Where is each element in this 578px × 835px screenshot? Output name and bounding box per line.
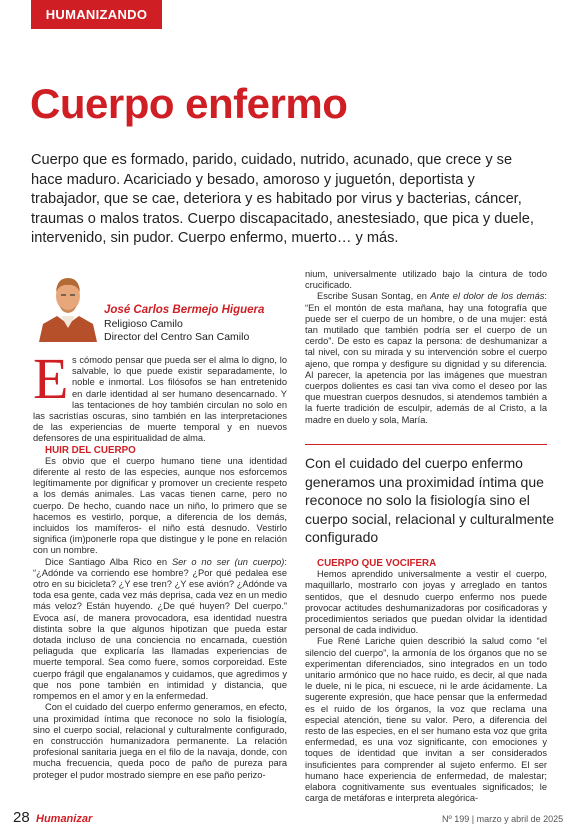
left-column (33, 346, 287, 815)
drop-cap: E (33, 346, 69, 411)
issue-info: Nº 199 | marzo y abril de 2025 (442, 814, 564, 824)
pull-quote: Con el cuidado del cuerpo enfermo generamos una proximidad íntima que reconoce no solo la fisiología sino el cuerpo social, relacional y culturalmente configurado (305, 455, 555, 545)
body-paragraph: Hemos aprendido universalmente a vestir el cuerpo, maquillarlo, mostrarlo con joyas y arreglado en tantos sentidos, que el desnudo cuerpo enfermo nos puede provocar actitudes deshumanizadoras por cosificadoras y procedimientos seriados que puedan olvidar la identidad personal de cada individuo. (305, 569, 547, 636)
pull-quote-rule (305, 444, 547, 445)
right-column-top (305, 269, 547, 426)
intro-paragraph: Es cómodo pensar que pueda ser el alma lo digno, lo salvable, lo que puede existir separadamente, lo noble e inmortal. Los filósofos se han entretenido en darle identidad al ser humano desencarnado. Y las tentaciones de hoy también circulan no solo en las sacristías oscuras, sino también en las interpretaciones de las experiencias de muerte temporal y en nuevos defensores de una espiritualidad de alma. (33, 346, 287, 444)
body-paragraph: Dice Santiago Alba Rico en Ser o no ser (un cuerpo): “¿Adónde va corriendo ese hombre? ¿Por qué pedalea ese otro en su bicicleta? ¿Y ese tren? ¿Y ese avión? ¿Adónde va toda esa gente, cada vez más deprisa, cada vez en un medio más veloz? Están huyendo. ¿De qué huyen? Del cuerpo.” Evoca así, de manera provocadora, esa identidad nuestra distinta sobre la que algunos hipotizan que pueda estar dotada incluso de una conciencia no encarnada, cuestión peliaguda que explicaría las llamadas experiencias de muerte temporal. Sea como fuere, somos corporeidad. Este cuerpo frágil que engalanamos y cuidamos, que agredimos y que nos pone también en intimidad y distancia, que rompemos en el amor y en la enfermedad. (33, 556, 287, 702)
author-name: José Carlos Bermejo Higuera (104, 304, 265, 316)
body-paragraph: nium, universalmente utilizado bajo la cintura de todo crucificado. (305, 269, 547, 291)
right-column-bottom (305, 558, 547, 804)
body-paragraph: Fue René Lariche quien describió la salud como “el silencio del cuerpo”, la armonía de los órganos que no se experimentan diferenciados, sino integrados en un todo unitario armónico que no hace ruido, es decir, al que nada le duele, ni le pica, ni escuece, ni le arde ácidamente. La sugerente expresión, que hace pensar que la enfermedad es el ruido de los órganos, la voz que reclama una especial atención, tiene su valor. Pero, a diferencia del resto de las especies, en el ser humano esta voz que grita enfermedad, es una voz significante, con emociones y toques de identidad que invitan a ser considerados insuficientes para comprender al sujeto enfermo. El ser humano hace experiencia de enfermedad, de malestar; elabora cognitivamente sus eventuales significados; le carga de metáforas e interpreta alegórica- (305, 636, 547, 804)
article-title: Cuerpo enfermo (30, 80, 348, 127)
author-portrait (33, 266, 103, 342)
body-paragraph: Con el cuidado del cuerpo enfermo generamos, en efecto, una proximidad íntima que reconoce no solo la fisiología, sino el cuerpo social, relacional y culturalmente configurado, en construcción humanizadora permanente. La relación profesional sanitaria juega en el filo de la navaja, donde, con mucha frecuencia, queda poco de paño de pureza para proteger el pudor mostrado siempre en ese paño perizo- (33, 702, 287, 780)
body-paragraph: Es obvio que el cuerpo humano tiene una identidad diferente al resto de las especies, aunque nos esforcemos legítimamente por dignificar y promover un creciente respeto a los demás animales. Las vacas tienen carne, pero no cuerpo. De hecho, cuando nace un niño, lo primero que se hacemos es vestirlo, porque, a diferencia de los demás, incluidos los mamíferos- el niño está desnudo. Vestirlo significa (im)ponerle ropa que distingue y le pone en relación con un nombre. (33, 455, 287, 556)
subhead-vocifera: CUERPO QUE VOCIFERA (317, 558, 437, 569)
section-tag: HUMANIZANDO (31, 0, 162, 29)
magazine-logo: Humanizar (36, 813, 93, 825)
author-block (104, 304, 294, 344)
article-lead: Cuerpo que es formado, parido, cuidado, nutrido, acunado, que crece y se hace maduro. Acariciado y besado, amoroso y juguetón, deportista y trabajador, que se cae, deteriora y es habitado por virus y bacterias, cáncer, traumas o malos tratos. Cuerpo discapacitado, anestesiado, que pica y duele, intervenido, sin pudor. Cuerpo enfermo, muerto… y más. (31, 152, 534, 246)
author-position: Director del Centro San Camilo (104, 331, 250, 343)
subhead-huir: HUIR DEL CUERPO (45, 444, 136, 456)
body-paragraph: Escribe Susan Sontag, en Ante el dolor de los demás: “En el montón de esta mañana, hay una fotografía que puede ser el cuerpo de un hombre, o de una mujer: está tan mutilado que también podría ser el cuerpo de un cerdo”. De esto es capaz la persona: de deshumanizar a tal nivel, con su mirada y su intervención sobre el cuerpo ajeno, que rompa y desfigure su dignidad y su diferencia. Al parecer, la apetencia por las imágenes que muestran cuerpos dolientes es casi tan viva como el deseo por las que muestran cuerpos desnudos, si atendemos también a la fuerte tradición de esculpir, además de al Cristo, a la madre en duelo y sola, María. (305, 291, 547, 425)
page-number: 28 (13, 809, 30, 826)
author-role: Religioso Camilo (104, 318, 183, 330)
